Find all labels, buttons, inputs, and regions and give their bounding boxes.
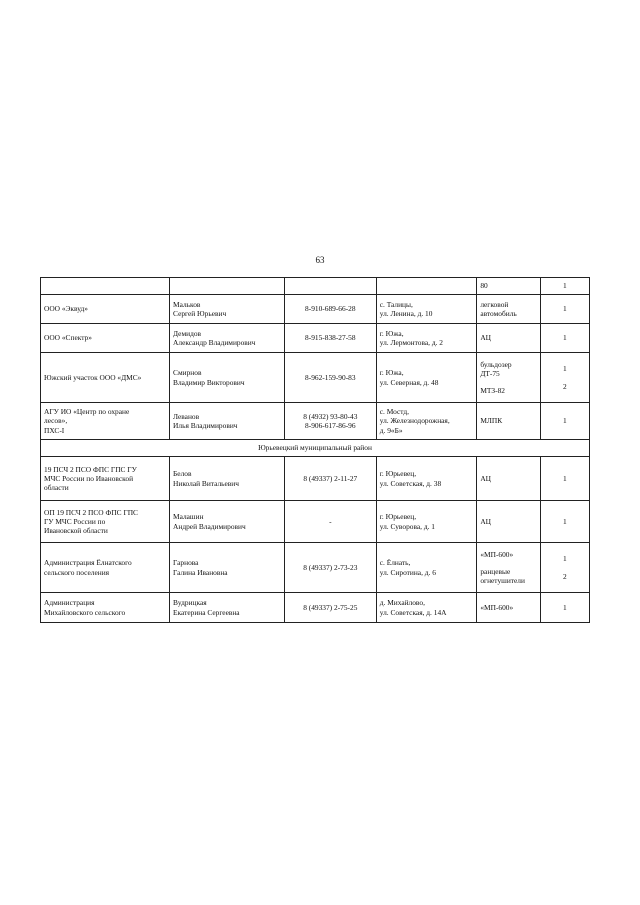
contact-name-cell (170, 353, 285, 403)
cell-line: ул. Железнодорожная, (379, 416, 450, 426)
cell-line: ул. Ленина, д. 10 (379, 309, 433, 318)
spacer (544, 564, 586, 572)
spacer (544, 374, 586, 382)
cell-line: г. Южа, (379, 328, 404, 338)
table-row (41, 543, 590, 593)
cell-line: с. Талицы, (379, 299, 413, 309)
address-cell (376, 593, 477, 623)
cell-line: Николай Витальевич (173, 478, 239, 488)
table-body (41, 278, 590, 623)
cell-line: Южский участок ООО «ДМС» (44, 372, 142, 382)
table-row (41, 295, 590, 324)
cell-line: 1 (563, 473, 567, 483)
equipment-cell (477, 295, 540, 324)
phone-cell (284, 324, 376, 353)
phone-cell (284, 501, 376, 543)
table-row (41, 501, 590, 543)
table-row (41, 278, 590, 295)
cell-line: Гарнова (173, 558, 199, 568)
cell-line: г. Юрьевец, (379, 512, 417, 522)
quantity-cell (540, 324, 589, 353)
cell-line: 1 (563, 554, 567, 564)
cell-line: ул. Северная, д. 48 (379, 377, 439, 387)
contact-name-cell (170, 324, 285, 353)
cell-line: с. Ёлнать, (379, 558, 411, 568)
cell-line: 8 (4932) 93-80-43 (303, 411, 358, 421)
quantity-cell (540, 593, 589, 623)
address-cell (376, 353, 477, 403)
phone-cell (284, 278, 376, 295)
cell-line: д. 9«Б» (379, 425, 403, 435)
quantity-cell (540, 543, 589, 593)
contact-name-cell (170, 543, 285, 593)
equipment-cell (477, 501, 540, 543)
cell-line: Андрей Владимирович (173, 521, 246, 531)
cell-line: Владимир Викторович (173, 377, 245, 387)
cell-line: ООО «Эквуд» (44, 304, 88, 314)
cell-line: ООО «Спектр» (44, 333, 92, 343)
cell-line: 1 (563, 516, 567, 526)
cell-line: 1 (563, 364, 567, 374)
cell-line: легковой (480, 299, 509, 309)
cell-line: Леванов (173, 411, 200, 421)
cell-line: АЦ (480, 516, 492, 526)
cell-line: ул. Сиротина, д. 6 (379, 567, 436, 577)
cell-line: Екатерина Сергеевна (173, 607, 240, 617)
contact-name-cell (170, 295, 285, 324)
cell-line: Белов (173, 469, 192, 479)
cell-line: 8-906-617-86-96 (305, 421, 356, 430)
cell-line: д. Михайлово, (379, 598, 425, 608)
section-row (41, 440, 590, 457)
table-row (41, 403, 590, 440)
cell-line: Галина Ивановна (173, 567, 228, 577)
table-row (41, 324, 590, 353)
cell-line: Сергей Юрьевич (173, 309, 227, 318)
contact-name-cell (170, 278, 285, 295)
equipment-cell (477, 457, 540, 501)
cell-line: ДТ-75 (480, 368, 500, 378)
cell-line: Демидов (173, 328, 202, 338)
address-cell (376, 403, 477, 440)
cell-line: бульдозер (480, 359, 512, 369)
cell-line: 8 (49337) 2-11-27 (303, 473, 358, 483)
cell-line: МЛПК (480, 416, 503, 426)
address-cell (376, 543, 477, 593)
cell-line: АГУ ИО «Центр по охране (44, 407, 130, 417)
cell-line: ПХС-I (44, 425, 65, 435)
cell-line: Малашин (173, 512, 204, 522)
spacer (480, 559, 536, 567)
spacer (380, 282, 474, 290)
cell-line: ул. Лермонтова, д. 2 (379, 338, 443, 347)
cell-line: с. Мостд, (379, 407, 409, 417)
equipment-cell (477, 353, 540, 403)
cell-line: сельского поселения (44, 567, 110, 577)
cell-line: Вудрицкая (173, 598, 207, 608)
cell-line: 80 (480, 281, 488, 291)
cell-line: ул. Суворова, д. 1 (379, 521, 435, 531)
organization-cell (41, 543, 170, 593)
cell-line: 2 (563, 381, 567, 391)
cell-line: 8 (49337) 2-75-25 (303, 602, 358, 612)
resources-table (40, 277, 590, 623)
phone-cell (284, 403, 376, 440)
cell-line: лесов», (44, 416, 68, 426)
table-row (41, 353, 590, 403)
phone-cell (284, 593, 376, 623)
cell-line: 8 (49337) 2-73-23 (303, 562, 358, 572)
phone-cell (284, 543, 376, 593)
quantity-cell (540, 278, 589, 295)
spacer (288, 282, 373, 290)
cell-line: «МП-600» (480, 549, 514, 559)
cell-line: Администрация (44, 598, 95, 608)
spacer (44, 282, 166, 290)
cell-line: 19 ПСЧ 2 ПСО ФПС ГПС ГУ (44, 464, 137, 474)
cell-line: области (44, 483, 69, 493)
spacer (173, 282, 281, 290)
cell-line: Александр Владимирович (173, 338, 256, 347)
address-cell (376, 295, 477, 324)
cell-line: ГУ МЧС России по (44, 516, 106, 526)
cell-line: 1 (563, 333, 567, 343)
equipment-cell (477, 324, 540, 353)
cell-line: 1 (563, 602, 567, 612)
spacer (480, 378, 536, 386)
phone-cell (284, 353, 376, 403)
address-cell (376, 457, 477, 501)
cell-line: ранцевые (480, 566, 511, 576)
quantity-cell (540, 295, 589, 324)
equipment-cell (477, 278, 540, 295)
quantity-cell (540, 353, 589, 403)
contact-name-cell (170, 501, 285, 543)
cell-line: 8-915-838-27-58 (305, 333, 356, 343)
table-row (41, 593, 590, 623)
contact-name-cell (170, 403, 285, 440)
cell-line: МЧС России по Ивановской (44, 473, 134, 483)
cell-line: 8-962-159-90-83 (305, 372, 356, 382)
cell-line: Ивановской области (44, 526, 108, 536)
cell-line: АЦ (480, 333, 492, 343)
quantity-cell (540, 457, 589, 501)
cell-line: «МП-600» (480, 602, 514, 612)
table-row (41, 457, 590, 501)
phone-cell (284, 295, 376, 324)
page-number: 63 (315, 255, 325, 265)
cell-line: Илья Владимирович (173, 421, 238, 430)
cell-line: 2 (563, 571, 567, 581)
address-cell (376, 501, 477, 543)
cell-line: ОП 19 ПСЧ 2 ПСО ФПС ГПС (44, 507, 138, 517)
organization-cell (41, 457, 170, 501)
organization-cell (41, 353, 170, 403)
organization-cell (41, 278, 170, 295)
cell-line: огнетушители (480, 576, 525, 586)
cell-line: 8-910-689-66-28 (305, 304, 356, 314)
cell-line: Мальков (173, 299, 201, 309)
cell-line: Михайловского сельского (44, 607, 126, 617)
cell-line: ул. Советская, д. 14А (379, 607, 447, 617)
quantity-cell (540, 403, 589, 440)
organization-cell (41, 501, 170, 543)
cell-line: АЦ (480, 473, 492, 483)
section-title: Юрьевецкий муниципальный район (41, 440, 590, 457)
organization-cell (41, 295, 170, 324)
cell-line: ул. Советская, д. 38 (379, 478, 442, 488)
organization-cell (41, 403, 170, 440)
cell-line: автомобиль (480, 309, 517, 318)
cell-line: Смирнов (173, 368, 202, 378)
address-cell (376, 324, 477, 353)
cell-line: Администрация Ёлнатского (44, 558, 132, 568)
contact-name-cell (170, 457, 285, 501)
cell-line: 1 (563, 304, 567, 314)
cell-line: 1 (563, 416, 567, 426)
equipment-cell (477, 543, 540, 593)
phone-cell (284, 457, 376, 501)
organization-cell (41, 593, 170, 623)
contact-name-cell (170, 593, 285, 623)
cell-line: г. Юрьевец, (379, 469, 417, 479)
equipment-cell (477, 403, 540, 440)
organization-cell (41, 324, 170, 353)
cell-line: 1 (563, 281, 567, 291)
cell-line: МТЗ-82 (480, 386, 505, 396)
equipment-cell (477, 593, 540, 623)
quantity-cell (540, 501, 589, 543)
cell-line: - (329, 516, 332, 526)
cell-line: г. Южа, (379, 368, 404, 378)
address-cell (376, 278, 477, 295)
